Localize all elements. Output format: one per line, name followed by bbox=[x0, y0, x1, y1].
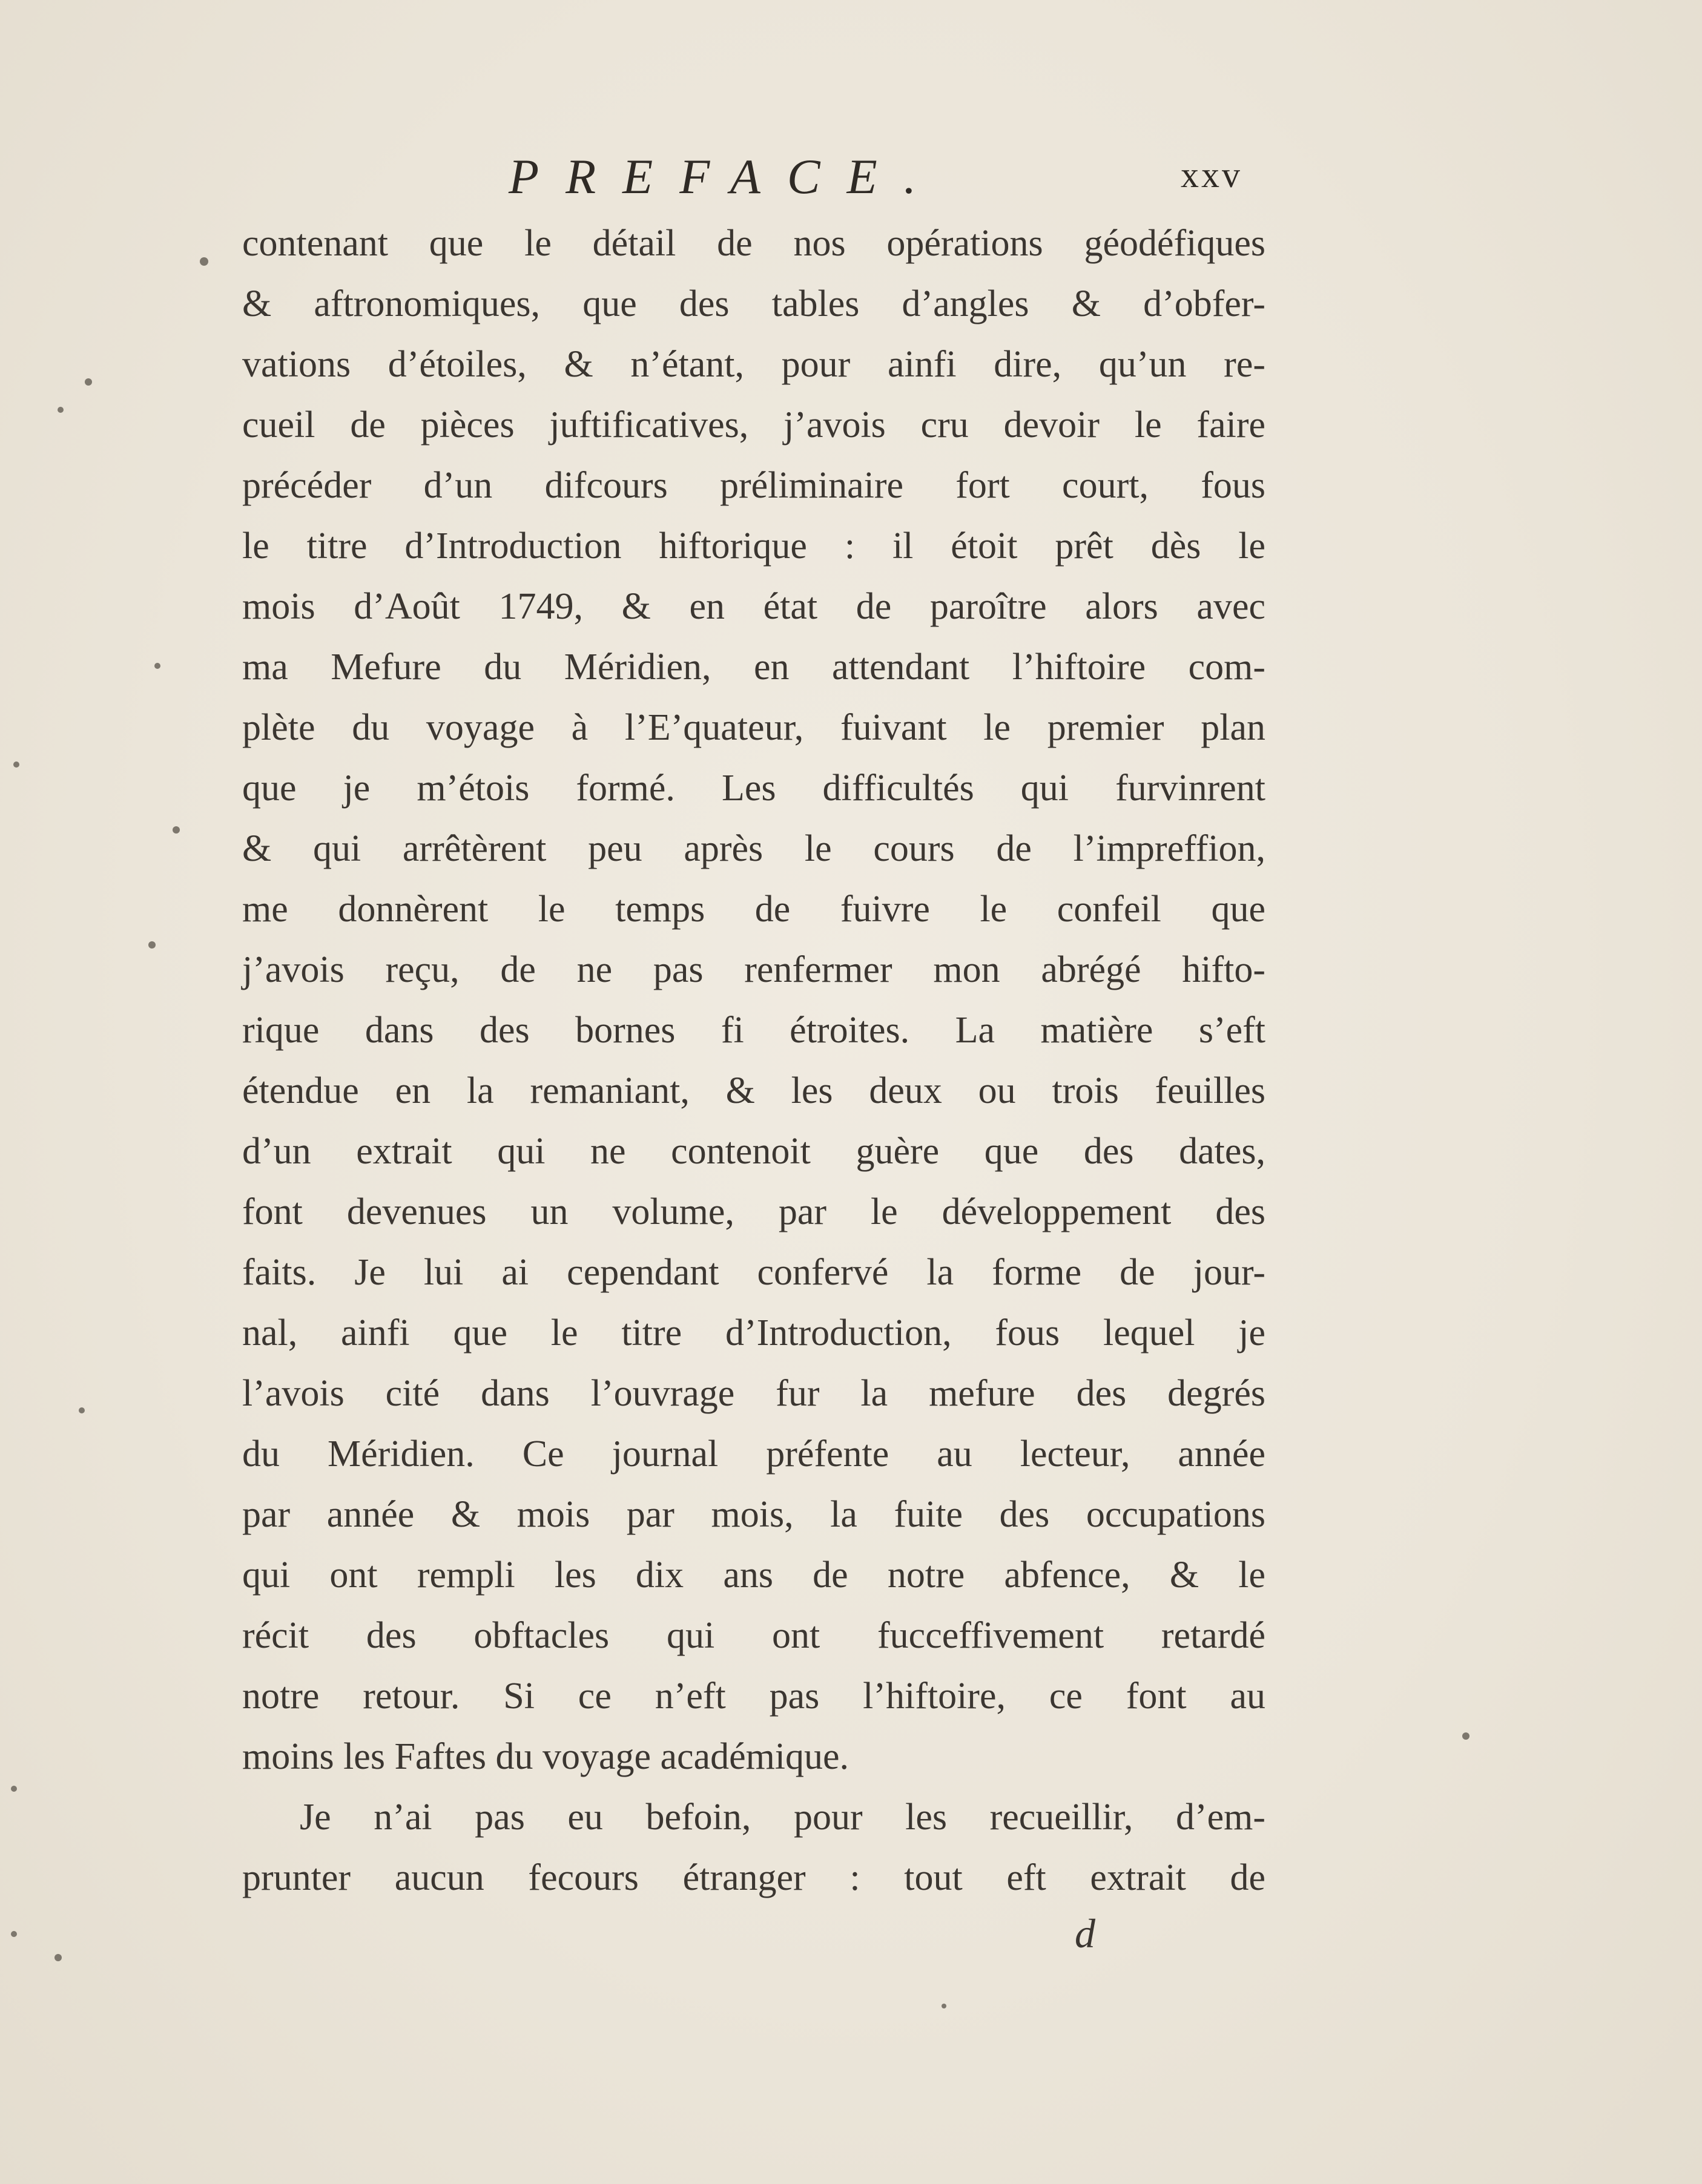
text-line: prunter aucun fecours étranger : tout eft extrait de bbox=[242, 1857, 1265, 1898]
text-line: précéder d’un difcours préliminaire fort court, fous bbox=[242, 465, 1265, 506]
body-text bbox=[242, 213, 1265, 1908]
text-line: que je m’étois formé. Les difficultés qui furvinrent bbox=[242, 768, 1265, 809]
text-line: & qui arrêtèrent peu après le cours de l’impreffion, bbox=[242, 828, 1265, 869]
text-line: me donnèrent le temps de fuivre le confeil que bbox=[242, 889, 1265, 930]
text-line: Je n’ai pas eu befoin, pour les recueillir, d’em- bbox=[300, 1797, 1265, 1838]
text-line: & aftronomiques, que des tables d’angles & d’obfer- bbox=[242, 283, 1265, 324]
text-line: qui ont rempli les dix ans de notre abfence, & le bbox=[242, 1554, 1265, 1596]
page-number: xxv bbox=[1181, 155, 1242, 195]
text-line: font devenues un volume, par le développement des bbox=[242, 1191, 1265, 1232]
signature-mark: d bbox=[1075, 1910, 1095, 1956]
text-line: l’avois cité dans l’ouvrage fur la mefure des degrés bbox=[242, 1373, 1265, 1414]
text-line: plète du voyage à l’E’quateur, fuivant le premier plan bbox=[242, 707, 1265, 748]
paper-speck bbox=[54, 1954, 62, 1961]
text-line: rique dans des bornes fi étroites. La matière s’eft bbox=[242, 1010, 1265, 1051]
text-line: moins les Faftes du voyage académique. bbox=[242, 1736, 849, 1777]
paper-speck bbox=[11, 1931, 17, 1937]
text-line: mois d’Août 1749, & en état de paroître alors avec bbox=[242, 586, 1265, 627]
paper-speck bbox=[13, 761, 19, 768]
text-line: j’avois reçu, de ne pas renfermer mon abrégé hifto- bbox=[242, 949, 1265, 990]
paper-speck bbox=[148, 941, 156, 949]
text-line: récit des obftacles qui ont fucceffivement retardé bbox=[242, 1615, 1265, 1656]
paper-speck bbox=[942, 2004, 946, 2008]
running-head-title: PREFACE. bbox=[509, 149, 943, 204]
text-line: ma Mefure du Méridien, en attendant l’hiftoire com- bbox=[242, 646, 1265, 688]
text-line: par année & mois par mois, la fuite des occupations bbox=[242, 1494, 1265, 1535]
text-line: étendue en la remaniant, & les deux ou trois feuilles bbox=[242, 1070, 1265, 1111]
paper-speck bbox=[79, 1407, 85, 1413]
paper-speck bbox=[58, 407, 64, 413]
text-line: cueil de pièces juftificatives, j’avois cru devoir le faire bbox=[242, 404, 1265, 446]
paper-speck bbox=[173, 826, 180, 834]
paper-speck bbox=[1462, 1732, 1469, 1740]
paper-speck bbox=[200, 257, 208, 266]
text-line: notre retour. Si ce n’eft pas l’hiftoire, ce font au bbox=[242, 1676, 1265, 1717]
running-head bbox=[0, 148, 1702, 209]
text-line: le titre d’Introduction hiftorique : il étoit prêt dès le bbox=[242, 525, 1265, 567]
text-line: d’un extrait qui ne contenoit guère que des dates, bbox=[242, 1131, 1265, 1172]
paper-speck bbox=[85, 378, 92, 386]
paper-speck bbox=[11, 1786, 17, 1792]
text-line: du Méridien. Ce journal préfente au lecteur, année bbox=[242, 1433, 1265, 1475]
text-line: nal, ainfi que le titre d’Introduction, fous lequel je bbox=[242, 1312, 1265, 1353]
text-line: contenant que le détail de nos opérations géodéfiques bbox=[242, 223, 1265, 264]
text-line: faits. Je lui ai cependant confervé la forme de jour- bbox=[242, 1252, 1265, 1293]
paper-speck bbox=[154, 663, 160, 669]
text-line: vations d’étoiles, & n’étant, pour ainfi dire, qu’un re- bbox=[242, 344, 1265, 385]
